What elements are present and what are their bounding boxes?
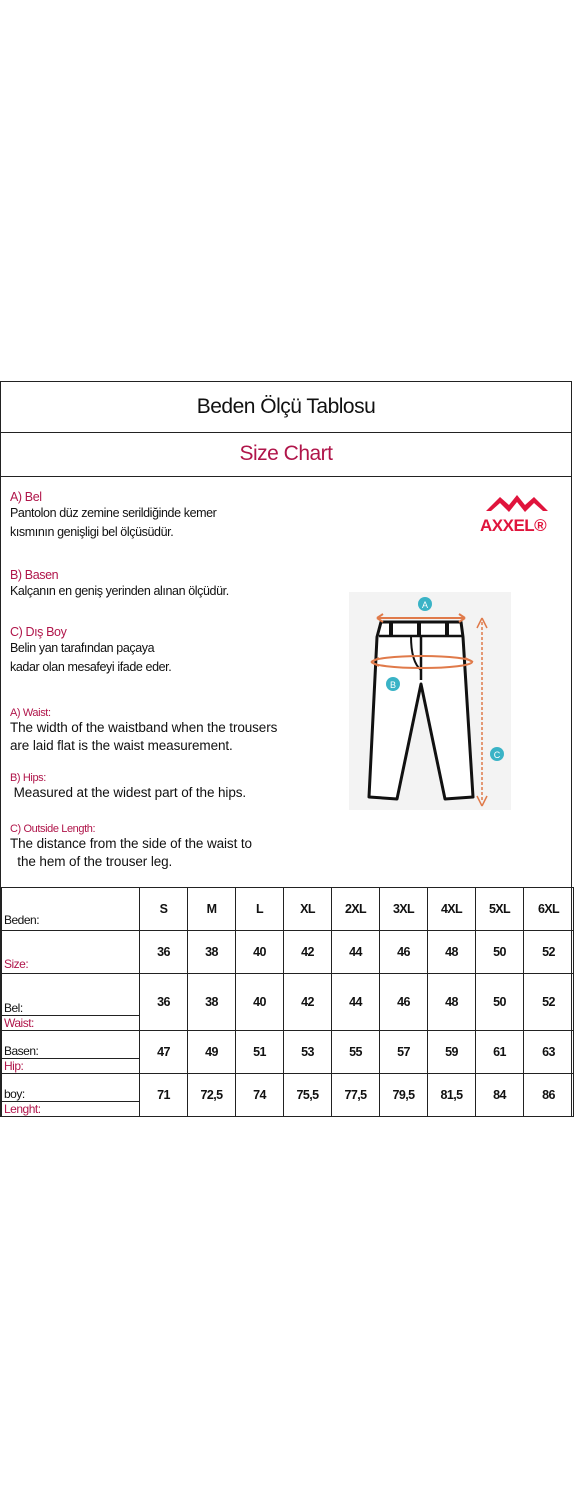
axxel-logo xyxy=(478,487,556,539)
desc-text: The distance from the side of the waist to xyxy=(10,836,252,851)
desc-label: B) Hips: xyxy=(10,772,46,784)
size-header: 5XL xyxy=(476,888,524,931)
desc-label: B) Basen xyxy=(10,568,59,582)
row-label-tr: Bel: xyxy=(2,1001,139,1016)
size-table xyxy=(1,887,574,1117)
table-cell: 40 xyxy=(236,974,284,1031)
table-cell: 79,5 xyxy=(380,1074,428,1117)
desc-length-en xyxy=(10,823,252,871)
table-cell: 59 xyxy=(428,1031,476,1074)
size-header: 2XL xyxy=(332,888,380,931)
row-label-waist xyxy=(2,974,140,1031)
table-cell: 48 xyxy=(428,974,476,1031)
table-cell: 42 xyxy=(284,931,332,974)
desc-text: Pantolon düz zemine serildiğinde kemer xyxy=(10,506,217,520)
desc-text: Measured at the widest part of the hips. xyxy=(10,785,247,800)
table-cell: 50 xyxy=(476,974,524,1031)
desc-text: Belin yan tarafından paçaya xyxy=(10,641,155,655)
table-cell: 61 xyxy=(476,1031,524,1074)
size-header: 6XL xyxy=(524,888,574,931)
desc-waist-en xyxy=(10,707,277,755)
desc-label: C) Dış Boy xyxy=(10,625,67,639)
table-cell: 86 xyxy=(524,1074,574,1117)
header-label: Beden: xyxy=(2,888,140,931)
row-label-tr: boy: xyxy=(2,1087,139,1102)
marker-b: B xyxy=(389,680,397,690)
table-cell: 44 xyxy=(332,931,380,974)
desc-hips-tr xyxy=(10,568,229,601)
row-label-tr: Basen: xyxy=(2,1044,139,1059)
table-cell: 40 xyxy=(236,931,284,974)
table-cell: 38 xyxy=(188,974,236,1031)
table-cell: 53 xyxy=(284,1031,332,1074)
table-cell: 46 xyxy=(380,931,428,974)
table-cell: 42 xyxy=(284,974,332,1031)
desc-text: The width of the waistband when the trousers xyxy=(10,720,278,735)
table-cell: 77,5 xyxy=(332,1074,380,1117)
row-label-en: Waist: xyxy=(4,1016,34,1030)
table-cell: 47 xyxy=(140,1031,188,1074)
table-cell: 51 xyxy=(236,1031,284,1074)
table-cell: 75,5 xyxy=(284,1074,332,1117)
size-header: 3XL xyxy=(380,888,428,931)
size-header: XL xyxy=(284,888,332,931)
table-row xyxy=(2,1031,574,1074)
table-cell: 57 xyxy=(380,1031,428,1074)
page-title: Beden Ölçü Tablosu xyxy=(1,382,571,433)
desc-hips-en xyxy=(10,772,246,802)
desc-text: kısmının genişligi bel ölçüsüdür. xyxy=(10,525,174,539)
table-cell: 55 xyxy=(332,1031,380,1074)
table-cell: 52 xyxy=(524,974,574,1031)
table-cell: 44 xyxy=(332,974,380,1031)
table-cell: 36 xyxy=(140,931,188,974)
table-cell: 46 xyxy=(380,974,428,1031)
row-label-hip xyxy=(2,1031,140,1074)
size-header: S xyxy=(140,888,188,931)
size-header: 4XL xyxy=(428,888,476,931)
trousers-measurement-icon xyxy=(349,592,511,810)
desc-waist-tr xyxy=(10,490,216,542)
logo-text: AXXEL® xyxy=(480,516,547,535)
desc-text: are laid flat is the waist measurement. xyxy=(10,738,233,753)
table-cell: 63 xyxy=(524,1031,574,1074)
desc-label: A) Bel xyxy=(10,490,42,504)
row-label-length xyxy=(2,1074,140,1117)
table-row xyxy=(2,974,574,1031)
row-label-en: Lenght: xyxy=(4,1102,41,1116)
marker-c: C xyxy=(493,750,501,760)
desc-text: kadar olan mesafeyi ifade eder. xyxy=(10,660,172,674)
page-subtitle: Size Chart xyxy=(1,432,571,477)
table-cell: 71 xyxy=(140,1074,188,1117)
table-cell: 50 xyxy=(476,931,524,974)
table-cell: 52 xyxy=(524,931,574,974)
table-cell: 48 xyxy=(428,931,476,974)
table-cell: 38 xyxy=(188,931,236,974)
table-cell: 81,5 xyxy=(428,1074,476,1117)
row-label-en: Hip: xyxy=(4,1059,24,1073)
size-header: L xyxy=(236,888,284,931)
desc-label: C) Outside Length: xyxy=(10,823,96,835)
table-row xyxy=(2,931,574,974)
size-chart-sheet xyxy=(0,381,572,1117)
table-cell: 49 xyxy=(188,1031,236,1074)
desc-length-tr xyxy=(10,625,171,677)
size-header: M xyxy=(188,888,236,931)
table-cell: 84 xyxy=(476,1074,524,1117)
desc-label: A) Waist: xyxy=(10,707,51,719)
table-cell: 72,5 xyxy=(188,1074,236,1117)
table-row xyxy=(2,1074,574,1117)
table-cell: 36 xyxy=(140,974,188,1031)
row-label-size: Size: xyxy=(2,931,140,974)
table-header-row xyxy=(2,888,574,931)
desc-text: the hem of the trouser leg. xyxy=(10,854,173,869)
table-cell: 74 xyxy=(236,1074,284,1117)
desc-text: Kalçanın en geniş yerinden alınan ölçüdür. xyxy=(10,584,229,598)
marker-a: A xyxy=(421,600,429,610)
